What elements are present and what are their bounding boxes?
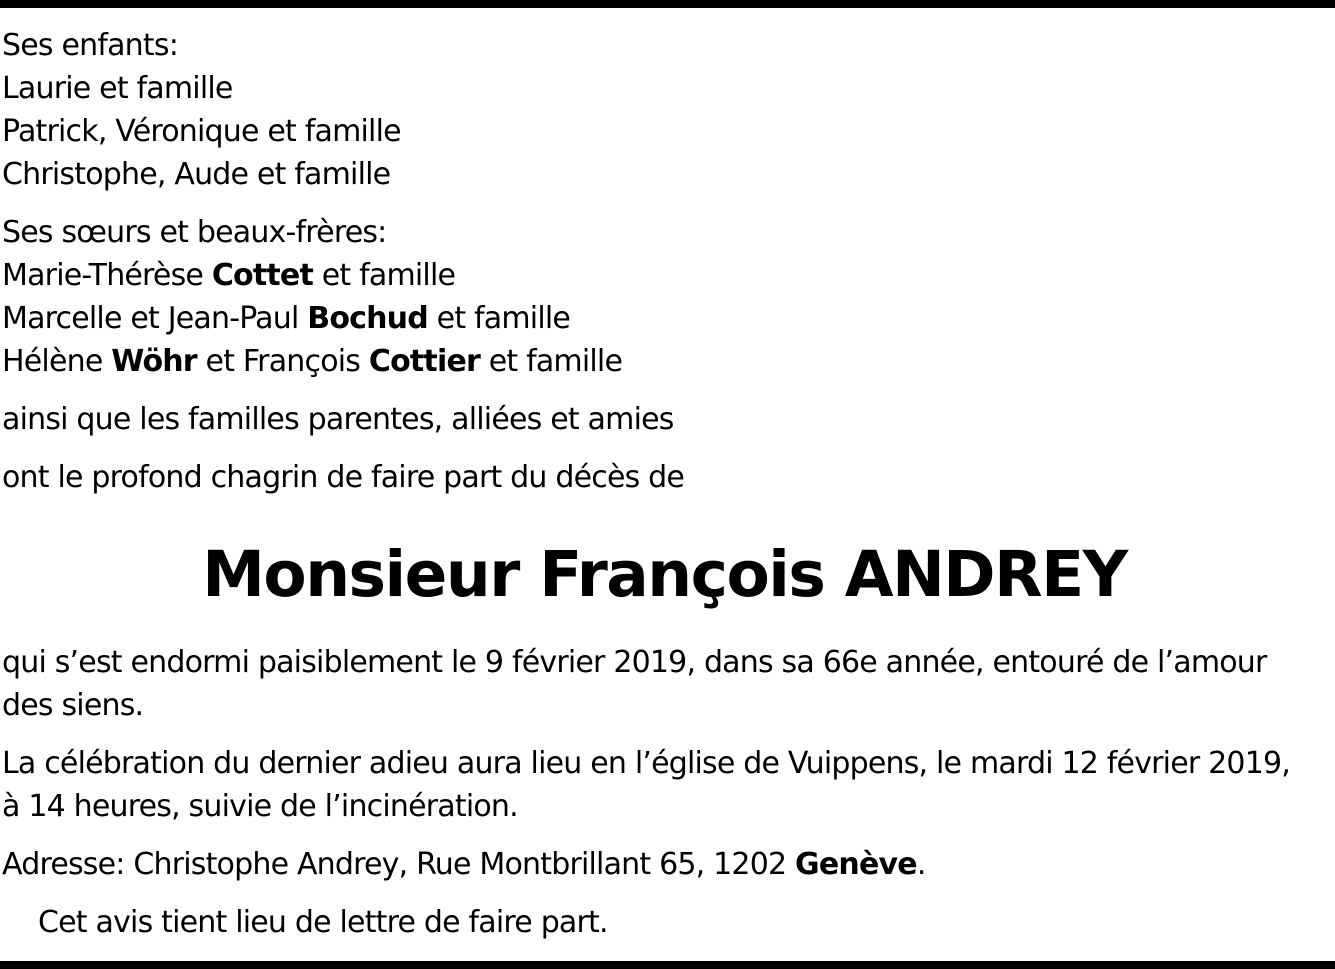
announcement-line: ont le profond chagrin de faire part du décès de [2,460,685,495]
given-names: Marie-Thérèse [2,258,212,293]
surname: Cottier [368,344,480,379]
ceremony-line: à 14 heures, suivie de l’incinération. [2,789,518,824]
family-suffix: et famille [480,344,623,379]
family-suffix: et famille [427,301,571,336]
address-text: Adresse: Christophe Andrey, Rue Montbrillant 65, 1202 [2,847,796,882]
relatives-section [2,398,1335,441]
address-line [2,843,1335,886]
address-period: . [916,847,926,882]
relatives-line: ainsi que les familles parentes, alliées et amies [2,402,674,437]
sibling-line [2,254,1335,297]
sibling-line [2,297,1335,340]
ceremony-paragraph [2,742,1335,828]
surname: Bochud [307,301,428,336]
given-names: Marcelle et Jean-Paul [2,301,308,336]
surname: Wöhr [111,344,197,379]
announcement-section [2,456,1335,499]
surname: Cottet [211,258,314,293]
siblings-section [2,211,1335,383]
deceased-name: Monsieur François ANDREY [202,538,1127,611]
address-paragraph [2,843,1335,886]
children-heading: Ses enfants: [2,28,178,63]
obituary-notice [2,24,1335,944]
bottom-rule [0,961,1335,969]
given-names: Hélène [2,344,112,379]
ceremony-line: La célébration du dernier adieu aura lieu en l’église de Vuippens, le mardi 12 février 2019, [2,746,1291,781]
death-paragraph [2,641,1335,727]
sibling-line [2,340,1335,383]
address-city: Genève [795,847,917,882]
child-line: Patrick, Véronique et famille [2,114,401,149]
child-line: Christophe, Aude et famille [2,157,391,192]
death-line: qui s’est endormi paisiblement le 9 février 2019, dans sa 66e année, entouré de l’amour [2,645,1267,680]
family-suffix: et famille [313,258,456,293]
children-section [2,24,1335,196]
death-line: des siens. [2,688,144,723]
top-rule [0,0,1335,8]
siblings-heading: Ses sœurs et beaux-frères: [2,215,387,250]
child-line: Laurie et famille [2,71,233,106]
closing-note: Cet avis tient lieu de lettre de faire part. [38,905,608,940]
given-names: et François [196,344,369,379]
